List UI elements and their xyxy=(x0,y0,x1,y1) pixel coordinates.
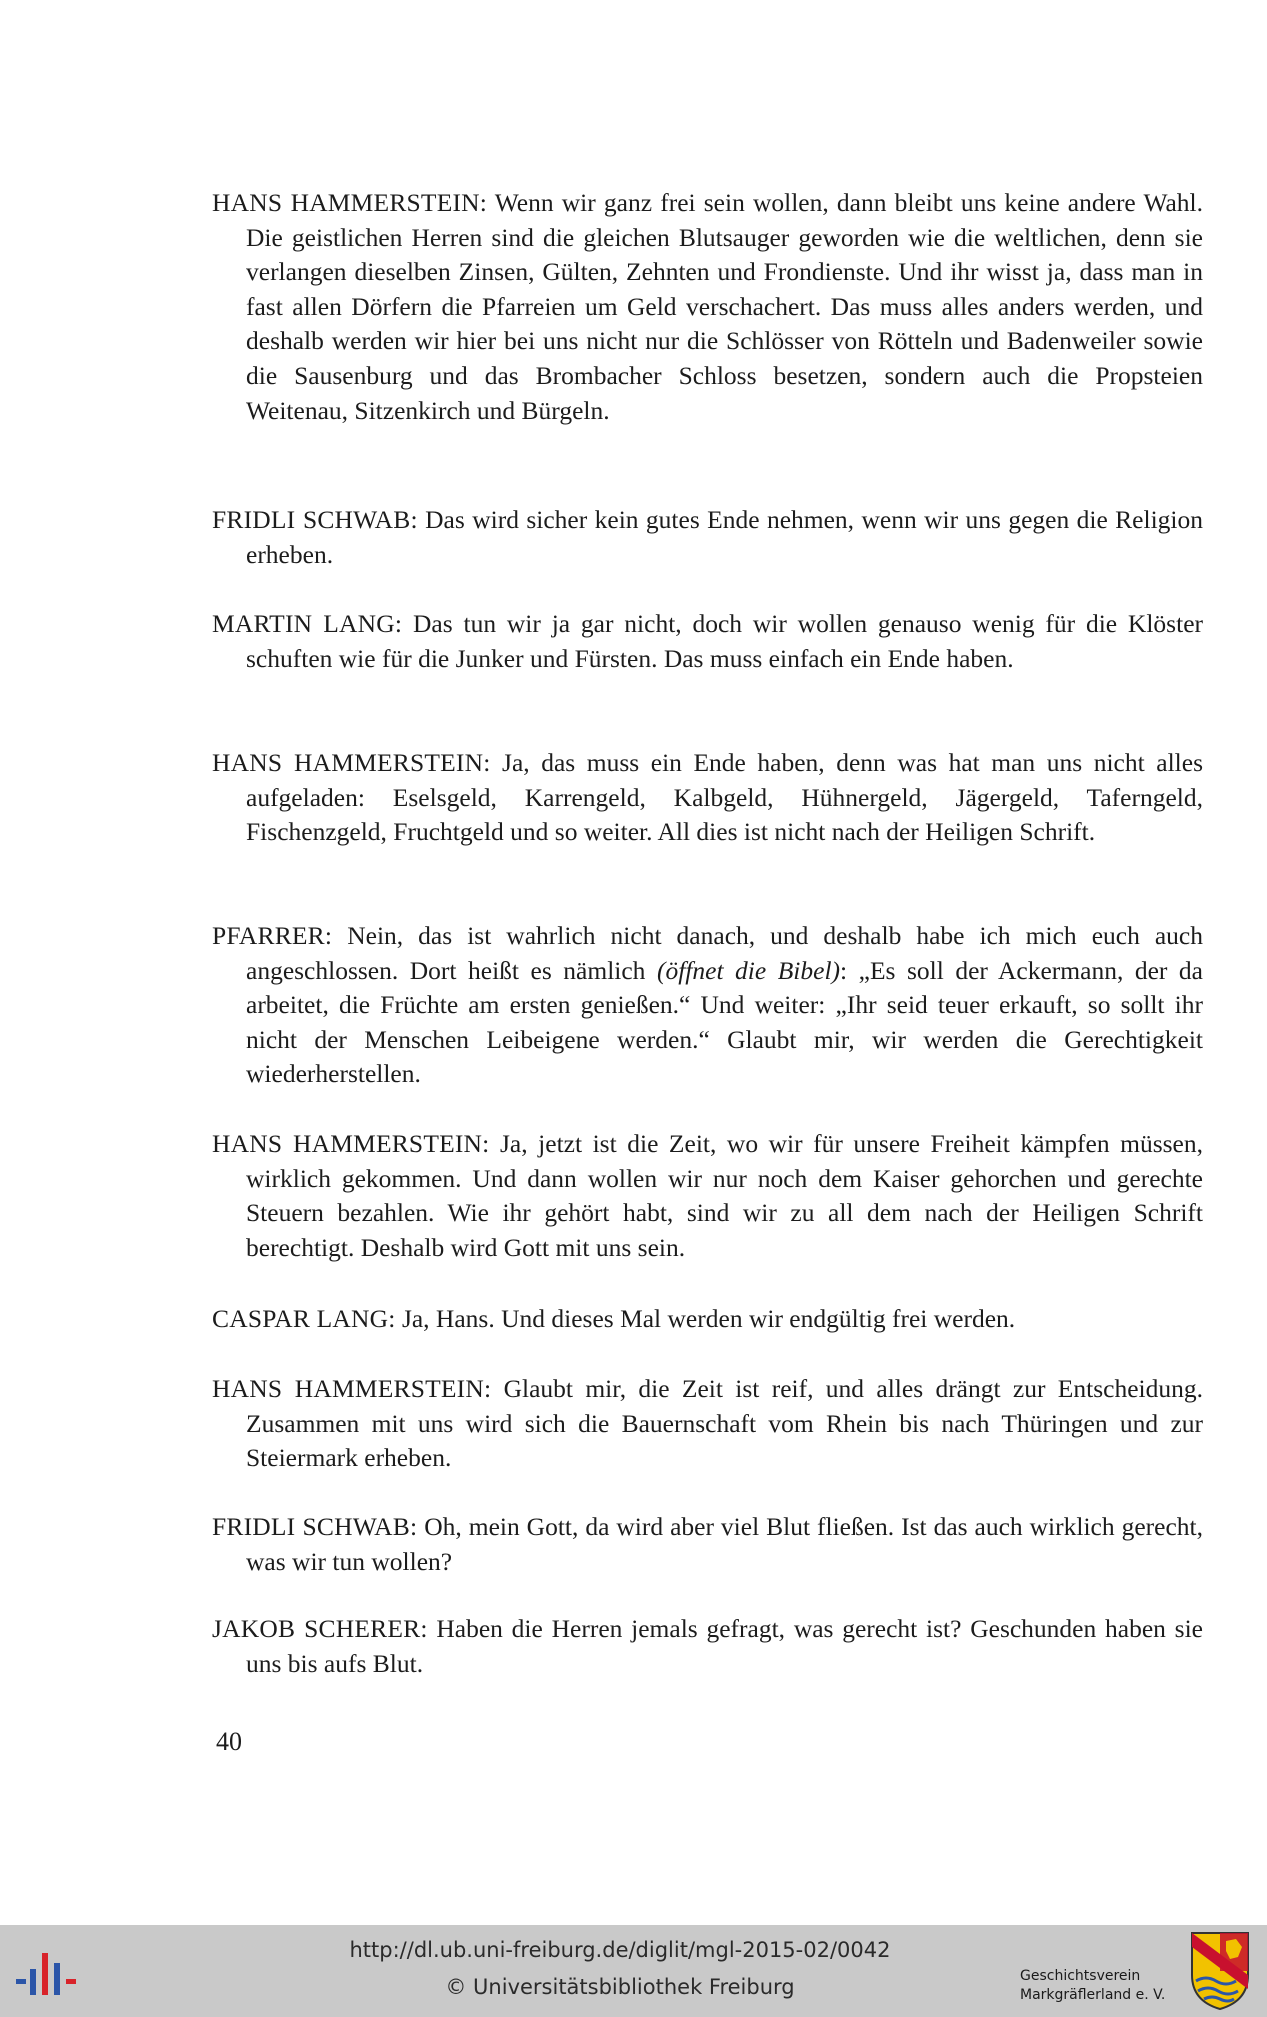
speaker-name: MARTIN LANG: xyxy=(212,609,403,638)
page-number: 40 xyxy=(216,1727,242,1756)
society-name-line: Geschichtsverein xyxy=(1020,1968,1141,1984)
speech-text: Ja, das muss ein Ende haben, denn was hat man uns nicht alles aufgeladen: Eselsgeld, Karrengeld, Kalbgeld, Hühnergeld, Jägergeld, Taferngeld, Fischenzgeld, Fruchtgeld und so weiter. All dies ist nicht nach der Heiligen Schrift. xyxy=(246,748,1203,847)
speaker-name: CASPAR LANG: xyxy=(212,1304,396,1333)
university-library-logo-icon xyxy=(14,1949,84,1997)
speech-block xyxy=(212,1372,1203,1476)
speaker-name: HANS HAMMERSTEIN: xyxy=(212,1129,490,1158)
speech-text: Oh, mein Gott, da wird aber viel Blut fließen. Ist das auch wirklich gerecht, was wir tun wollen? xyxy=(246,1512,1203,1576)
coat-of-arms-icon xyxy=(1190,1931,1250,2011)
speech-text: Das tun wir ja gar nicht, doch wir wollen genauso wenig für die Klöster schuften wie für die Junker und Fürsten. Das muss einfach ein Ende haben. xyxy=(246,609,1204,673)
speech-block xyxy=(212,1510,1203,1579)
speech-text: : „Es soll der Ackermann, der da arbeitet, die Früchte am ersten genießen.“ Und weiter: „Ihr seid teuer erkauft, so sollt ihr nicht der Menschen Leibeigene werden.“ Glaubt mir, wir werden die Gerechtigkeit wiederherstellen. xyxy=(246,955,1203,1089)
speaker-name: FRIDLI SCHWAB: xyxy=(212,505,418,534)
speech-text: Das wird sicher kein gutes Ende nehmen, wenn wir uns gegen die Religion erheben. xyxy=(246,505,1203,569)
society-name-line: Markgräflerland e. V. xyxy=(1020,1987,1166,2003)
copyright-text: © Universitätsbibliothek Freiburg xyxy=(445,1975,795,1999)
speech-block xyxy=(212,503,1203,572)
speech-block xyxy=(212,186,1203,428)
speech-text: Ja, jetzt ist die Zeit, wo wir für unsere Freiheit kämpfen müssen, wirklich gekommen. Und dann wollen wir nur noch dem Kaiser gehorchen und gerechte Steuern bezahlen. Wie ihr gehört habt, sind wir zu all dem nach der Heiligen Schrift berechtigt. Deshalb wird Gott mit uns sein. xyxy=(246,1129,1203,1262)
speech-text: Glaubt mir, die Zeit ist reif, und alles drängt zur Entscheidung. Zusammen mit uns wird sich die Bauernschaft vom Rhein bis nach Thüringen und zur Steiermark erheben. xyxy=(246,1374,1203,1473)
speaker-name: PFARRER: xyxy=(212,921,333,950)
speech-text: Ja, Hans. Und dieses Mal werden wir endgültig frei werden. xyxy=(395,1304,1016,1333)
stage-direction: (öffnet die Bibel) xyxy=(656,955,841,985)
source-url-link[interactable]: http://dl.ub.uni-freiburg.de/diglit/mgl-2015-02/0042 xyxy=(349,1938,891,1962)
speaker-name: JAKOB SCHERER: xyxy=(212,1614,428,1643)
speech-block xyxy=(212,1127,1203,1265)
speech-block xyxy=(212,1302,1203,1337)
speech-block xyxy=(212,1612,1203,1681)
speaker-name: HANS HAMMERSTEIN: xyxy=(212,1374,492,1403)
speech-text: Wenn wir ganz frei sein wollen, dann bleibt uns keine andere Wahl. Die geistlichen Herren sind die gleichen Blutsauger geworden wie die weltlichen, denn sie verlangen dieselben Zinsen, Gülten, Zehnten und Frondienste. Und ihr wisst ja, dass man in fast allen Dörfern die Pfarreien um Geld verschachert. Das muss alles anders werden, und deshalb werden wir hier bei uns nicht nur die Schlösser von Rötteln und Badenweiler sowie die Sausenburg und das Brombacher Schloss besetzen, sondern auch die Propsteien Weitenau, Sitzenkirch und Bürgeln. xyxy=(246,188,1204,425)
speech-block xyxy=(212,607,1203,676)
speaker-name: HANS HAMMERSTEIN: xyxy=(212,748,491,777)
society-name xyxy=(1020,1967,1165,2005)
speech-text: Haben die Herren jemals gefragt, was gerecht ist? Geschunden haben sie uns bis aufs Blut. xyxy=(246,1614,1203,1678)
speaker-name: HANS HAMMERSTEIN: xyxy=(212,188,488,217)
speech-text: Nein, das ist wahrlich nicht danach, und deshalb habe ich mich euch auch angeschlossen. Dort heißt es nämlich xyxy=(246,921,1203,985)
speech-block xyxy=(212,746,1203,850)
speaker-name: FRIDLI SCHWAB: xyxy=(212,1512,418,1541)
speech-block xyxy=(212,919,1203,1092)
footer-bar xyxy=(0,1925,1267,2017)
